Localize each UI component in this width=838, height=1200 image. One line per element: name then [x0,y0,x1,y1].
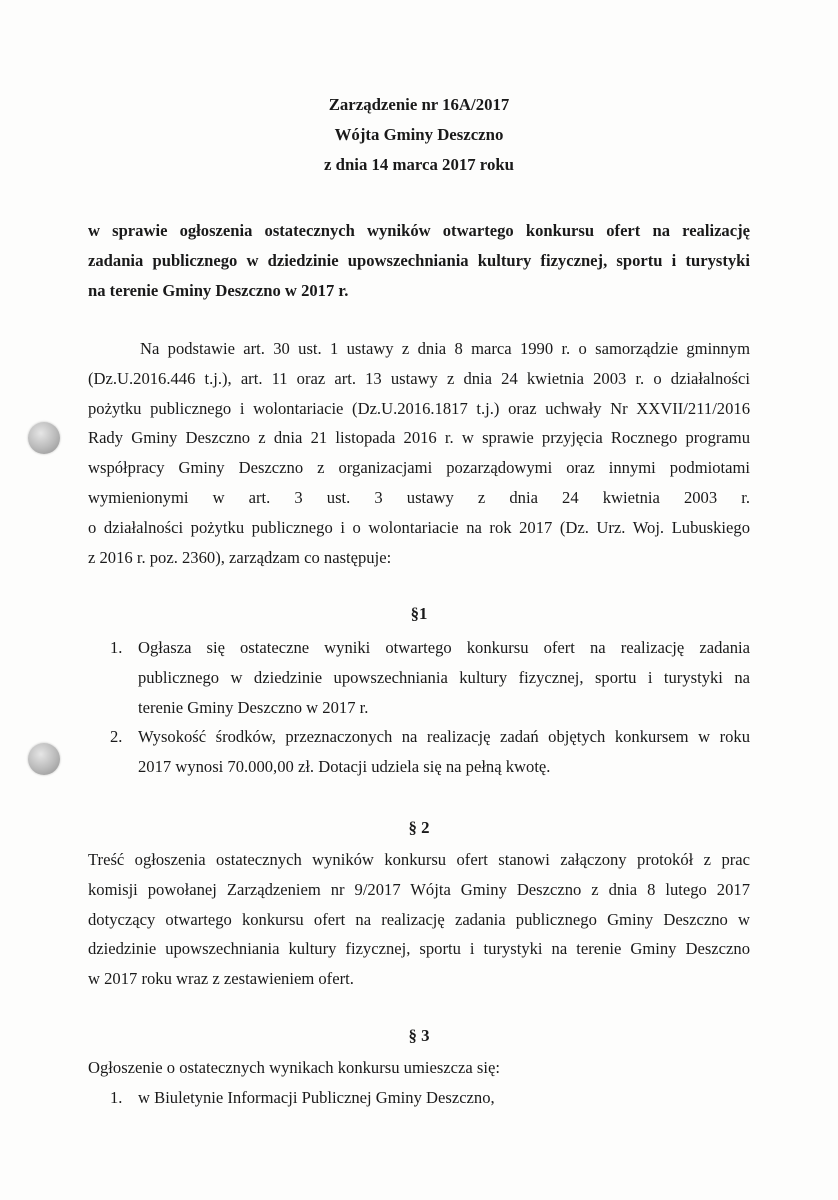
preamble-line: Na podstawie art. 30 ust. 1 ustawy z dnia 8 marca 1990 r. o samorządzie gminnym [140,339,750,358]
preamble-line: (Dz.U.2016.446 t.j.), art. 11 oraz art. 13 ustawy z dnia 24 kwietnia 2003 r. o działalności [88,368,750,388]
subject-line: na terenie Gminy Deszczno w 2017 r. [88,281,349,300]
preamble-line: Rady Gminy Deszczno z dnia 21 listopada 2016 r. w sprawie przyjęcia Rocznego programu [88,428,750,448]
preamble-line: wymienionymi w art. 3 ust. 3 ustawy z dnia 24 kwietnia 2003 r. [88,487,750,507]
section-1-mark: §1 [410,604,428,623]
punch-hole [28,422,60,454]
list-item [88,722,750,782]
section-2-line: w 2017 roku wraz z zestawieniem ofert. [88,969,354,989]
list-item-line: w Biuletynie Informacji Publicznej Gminy Deszczno, [138,1088,495,1107]
list-item-number: 1. [110,638,123,657]
section-2-line: Treść ogłoszenia ostatecznych wyników konkursu ofert stanowi załączony protokół z prac [88,850,750,869]
section-2-line: dotyczący otwartego konkursu ofert na realizację zadania publicznego Gminy Deszczno w [88,909,750,929]
subject-line: zadania publicznego w dziedzinie upowszechniania kultury fizycznej, sportu i turystyki [88,251,750,270]
punch-hole [28,743,60,775]
list-item-number: 1. [110,1088,123,1107]
list-item-line: 2017 wynosi 70.000,00 zł. Dotacji udziela się na pełną kwotę. [138,757,551,777]
list-item-number: 2. [110,727,123,747]
section-2-text [88,845,750,994]
document-title: Zarządzenie nr 16A/2017 [328,95,510,114]
section-2-line: dziedzinie upowszechniania kultury fizycznej, sportu i turystyki na terenie Gminy Deszczno [88,939,750,959]
preamble-line: z 2016 r. poz. 2360), zarządzam co następuje: [88,547,392,567]
list-item-line: Wysokość środków, przeznaczonych na realizację zadań objętych konkursem w roku [138,727,750,747]
preamble-line: współpracy Gminy Deszczno z organizacjami pozarządowymi oraz innymi podmiotami [88,458,750,478]
section-3-intro-line: Ogłoszenie o ostatecznych wynikach konkursu umieszcza się: [88,1058,500,1077]
preamble-line: pożytku publicznego i wolontariacie (Dz.U.2016.1817 t.j.) oraz uchwały Nr XXVII/211/2016 [88,398,750,418]
section-2-mark: § 2 [408,818,430,837]
subject-line: w sprawie ogłoszenia ostatecznych wyników otwartego konkursu ofert na realizację [88,221,750,240]
list-item-line: Ogłasza się ostateczne wyniki otwartego konkursu ofert na realizację zadania [138,638,750,657]
document-date: z dnia 14 marca 2017 roku [323,155,515,174]
preamble-line: o działalności pożytku publicznego i o wolontariacie na rok 2017 (Dz. Urz. Woj. Lubuskiego [88,517,750,537]
section-3-mark: § 3 [408,1026,430,1045]
issuing-authority: Wójta Gminy Deszczno [334,125,504,144]
document-subject [88,216,750,306]
document-header [0,90,838,180]
section-2-line: komisji powołanej Zarządzeniem nr 9/2017 Wójta Gminy Deszczno z dnia 8 lutego 2017 [88,879,750,899]
section-3-intro [88,1053,750,1083]
preamble [88,334,750,572]
list-item [88,633,750,722]
list-item-line: publicznego w dziedzinie upowszechniania kultury fizycznej, sportu i turystyki na [138,667,750,687]
section-3-list [88,1083,750,1113]
list-item [88,1083,750,1113]
list-item-line: terenie Gminy Deszczno w 2017 r. [138,697,369,717]
section-1-list [88,633,750,782]
